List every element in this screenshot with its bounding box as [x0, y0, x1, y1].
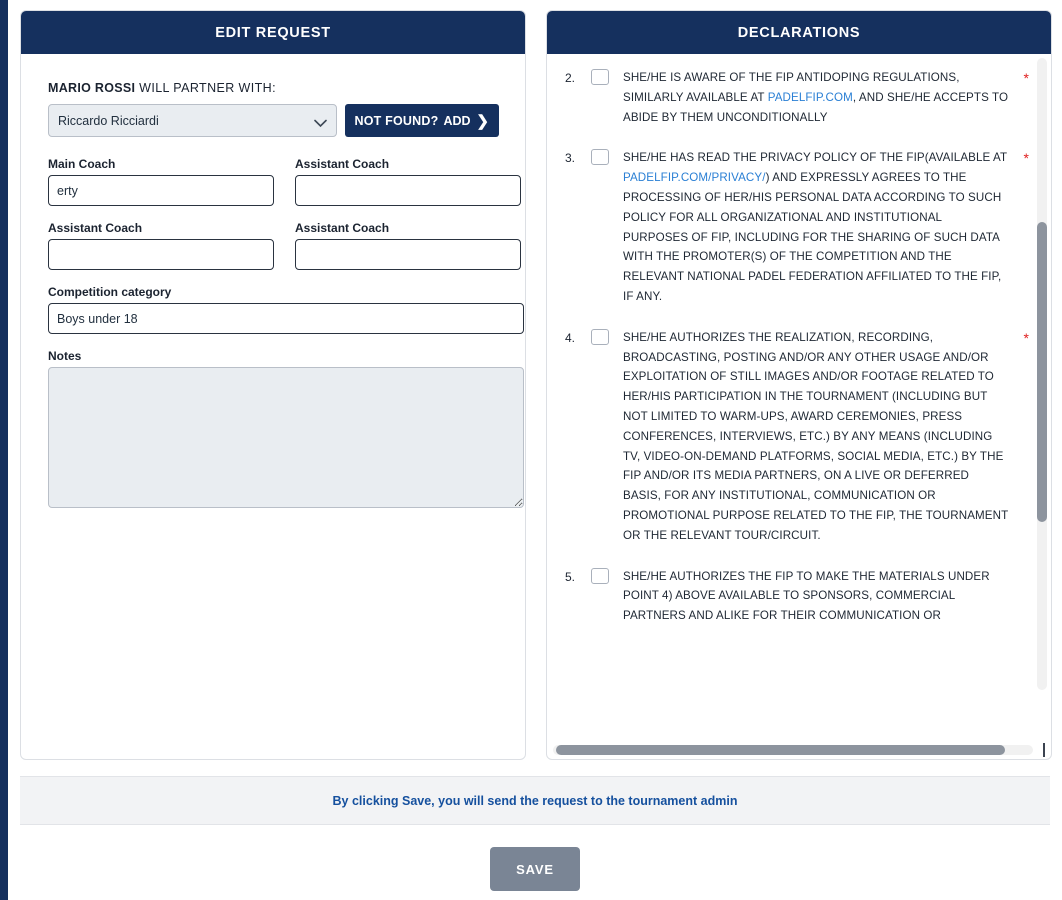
declaration-text [623, 148, 1015, 306]
partner-with-label [48, 81, 499, 95]
declarations-list [547, 54, 1039, 647]
save-button-row [8, 847, 1062, 891]
competition-category-label: Competition category [48, 285, 172, 299]
partner-select-wrap [48, 104, 337, 137]
padelfip-link[interactable]: PADELFIP.COM [767, 90, 853, 104]
not-found-label: NOT FOUND? [354, 113, 439, 128]
horizontal-scrollbar-thumb[interactable] [556, 745, 1005, 755]
assistant-coach-3-input[interactable] [295, 239, 521, 270]
assistant-coach-1-field [295, 157, 521, 206]
declarations-scroll-area[interactable] [547, 54, 1051, 759]
declaration-checkbox[interactable] [591, 329, 609, 345]
partner-select-row [48, 104, 499, 137]
declaration-text-after: , AND SHE/HE ACCEPTS TO ABIDE BY THEM UNCONDITIONALLY [623, 90, 1009, 124]
required-asterisk: * [1023, 150, 1029, 167]
required-asterisk [1015, 567, 1029, 569]
declaration-text [623, 68, 1015, 127]
competition-category-input[interactable] [48, 303, 524, 334]
left-accent-stripe [0, 0, 8, 900]
required-asterisk: * [1023, 70, 1029, 86]
page-layout [8, 0, 1062, 900]
assistant-coach-3-field [295, 221, 521, 270]
not-found-add-button[interactable] [345, 104, 500, 137]
save-button[interactable]: SAVE [490, 847, 580, 891]
list-item [565, 68, 1029, 127]
edit-request-panel [20, 10, 526, 760]
declaration-text-before: SHE/HE IS AWARE OF THE FIP ANTIDOPING REGULATIONS, SIMILARLY AVAILABLE AT [623, 71, 960, 104]
coach-fields-grid [48, 157, 499, 285]
required-asterisk: * [1023, 329, 1029, 346]
declaration-checkbox[interactable] [591, 149, 609, 165]
competition-category-field [48, 285, 524, 334]
privacy-policy-link[interactable]: PADELFIP.COM/PRIVACY/ [623, 171, 766, 185]
declaration-number: 5. [565, 569, 576, 584]
assistant-coach-1-label: Assistant Coach [295, 157, 390, 171]
partner-with-text: WILL PARTNER WITH: [139, 81, 276, 95]
declaration-text: SHE/HE AUTHORIZES THE REALIZATION, RECORDING, BROADCASTING, POSTING AND/OR ANY OTHER USAGE AND/OR EXPLOITATION OF STILL IMAGES AND/OR FOOTAGE RELATED TO HER/HIS PARTICIPATION IN THE TOURNAMENT (INCLUDING BUT NOT LIMITED TO WARM-UPS, AWARD CEREMONIES, PRESS CONFERENCES, INTERVIEWS, ETC.) BY ANY MEANS (INCLUDING TV, VIDEO-ON-DEMAND PLATFORMS, SOCIAL MEDIA, ETC.) BY THE FIP AND/OR ITS MEDIA PARTNERS, ON A LIVE OR DEFERRED BASIS, FOR ANY INSTITUTIONAL, COMMUNICATION OR PROMOTIONAL PURPOSE RELATED TO THE FIP, THE TOURNAMENT OR THE RELEVANT TOUR/CIRCUIT. [623, 330, 1009, 542]
declaration-text-after: ) AND EXPRESSLY AGREES TO THE PROCESSING OF HER/HIS PERSONAL DATA ACCORDING TO SUCH POLICY FOR ALL ORGANIZATIONAL AND INSTITUTIONAL PURPOSES OF FIP, INCLUDING FOR THE SHARING OF SUCH DATA WITH THE PROMOTER(S) OF THE COMPETITION AND THE RELEVANT NATIONAL PADEL FEDERATION AFFILIATED TO THE FIP, IF ANY. [623, 171, 1002, 303]
declaration-number: 2. [565, 71, 576, 85]
declaration-text-before: SHE/HE HAS READ THE PRIVACY POLICY OF THE FIP(AVAILABLE AT [623, 151, 1007, 165]
main-coach-field [48, 157, 274, 206]
assistant-coach-3-label: Assistant Coach [295, 221, 390, 235]
list-item [565, 148, 1029, 306]
declaration-number: 4. [565, 330, 576, 345]
assistant-coach-1-input[interactable] [295, 175, 521, 206]
partner-player-name: MARIO ROSSI [48, 81, 136, 95]
edit-request-title: EDIT REQUEST [21, 11, 525, 54]
declaration-checkbox[interactable] [591, 568, 609, 584]
notes-field [48, 349, 499, 513]
list-item [565, 328, 1029, 546]
footer-message: By clicking Save, you will send the request to the tournament admin [332, 794, 738, 808]
notes-label: Notes [48, 349, 82, 363]
declarations-panel [546, 10, 1052, 760]
notes-textarea[interactable] [48, 367, 524, 508]
chevron-right-icon: ❯ [476, 112, 489, 130]
footer-notice-bar [20, 776, 1050, 825]
main-coach-label: Main Coach [48, 157, 116, 171]
scrollbar-corner-marker [1043, 743, 1045, 757]
declarations-title: DECLARATIONS [547, 11, 1051, 54]
list-item [565, 567, 1029, 626]
add-label: ADD [443, 113, 471, 128]
vertical-scrollbar-thumb[interactable] [1037, 222, 1047, 522]
declaration-checkbox[interactable] [591, 69, 609, 85]
assistant-coach-2-label: Assistant Coach [48, 221, 143, 235]
edit-request-form [21, 54, 525, 513]
assistant-coach-2-input[interactable] [48, 239, 274, 270]
panels-row [8, 0, 1062, 760]
assistant-coach-2-field [48, 221, 274, 270]
declaration-text: SHE/HE AUTHORIZES THE FIP TO MAKE THE MATERIALS UNDER POINT 4) ABOVE AVAILABLE TO SPONSORS, COMMERCIAL PARTNERS AND ALIKE FOR THEIR COMMUNICATION OR [623, 569, 990, 623]
main-coach-input[interactable] [48, 175, 274, 206]
declaration-number: 3. [565, 151, 576, 166]
partner-select[interactable] [48, 104, 337, 137]
